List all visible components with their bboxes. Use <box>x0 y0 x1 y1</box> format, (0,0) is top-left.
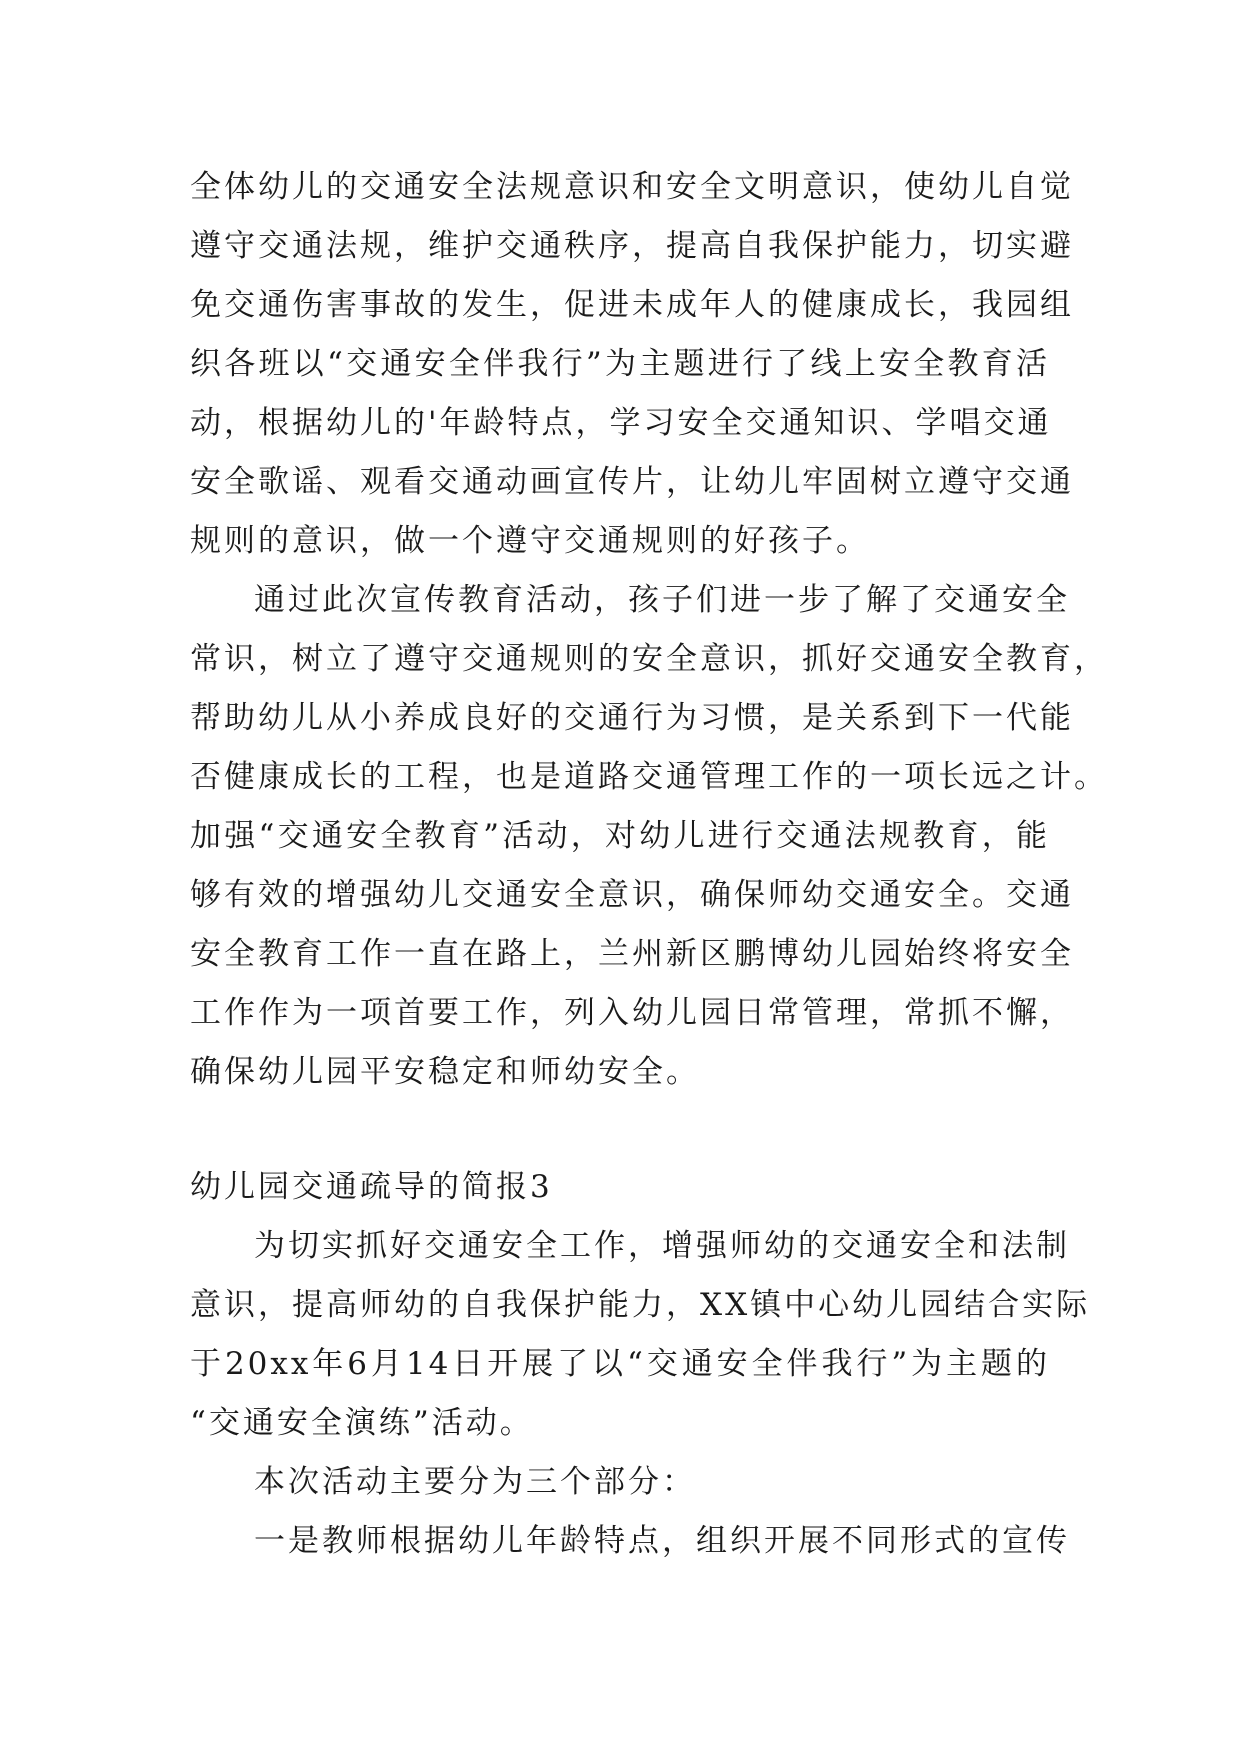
paragraph-1 <box>190 158 1074 571</box>
text-line: 一是教师根据幼儿年龄特点，组织开展不同形式的宣传 <box>254 1523 1070 1559</box>
text-line: “交通安全演练”活动。 <box>190 1405 534 1441</box>
text-line: 够有效的增强幼儿交通安全意识，确保师幼交通安全。交通 <box>190 877 1074 913</box>
document-body <box>190 158 1108 1571</box>
text-line: 织各班以“交通安全伴我行”为主题进行了线上安全教育活 <box>190 346 1050 382</box>
text-line: 帮助幼儿从小养成良好的交通行为习惯，是关系到下一代能 <box>190 700 1074 736</box>
text-line: 为切实抓好交通安全工作，增强师幼的交通安全和法制 <box>254 1228 1070 1264</box>
paragraph-5 <box>190 1512 1070 1571</box>
text-line: 免交通伤害事故的发生，促进未成年人的健康成长，我园组 <box>190 287 1074 323</box>
text-line: 确保幼儿园平安稳定和师幼安全。 <box>190 1054 700 1090</box>
paragraph-4 <box>190 1453 1050 1512</box>
paragraph-3 <box>190 1217 1091 1453</box>
text-line: 工作作为一项首要工作，列入幼儿园日常管理，常抓不懈， <box>190 995 1074 1031</box>
text-line: 动，根据幼儿的'年龄特点，学习安全交通知识、学唱交通 <box>190 405 1052 441</box>
text-line: 意识，提高师幼的自我保护能力，XX镇中心幼儿园结合实际 <box>190 1287 1091 1323</box>
text-line: 安全教育工作一直在路上，兰州新区鹏博幼儿园始终将安全 <box>190 936 1074 972</box>
text-line: 通过此次宣传教育活动，孩子们进一步了解了交通安全 <box>254 582 1070 618</box>
paragraph-2 <box>190 571 1108 1102</box>
section-heading: 幼儿园交通疏导的简报3 <box>190 1169 553 1205</box>
text-line: 全体幼儿的交通安全法规意识和安全文明意识，使幼儿自觉 <box>190 169 1074 205</box>
text-line: 否健康成长的工程，也是道路交通管理工作的一项长远之计。 <box>190 759 1108 795</box>
text-line: 本次活动主要分为三个部分： <box>254 1464 696 1500</box>
text-line: 遵守交通法规，维护交通秩序，提高自我保护能力，切实避 <box>190 228 1074 264</box>
text-line: 于20xx年6月14日开展了以“交通安全伴我行”为主题的 <box>190 1346 1050 1382</box>
text-line: 常识，树立了遵守交通规则的安全意识，抓好交通安全教育， <box>190 641 1108 677</box>
text-line: 加强“交通安全教育”活动，对幼儿进行交通法规教育，能 <box>190 818 1050 854</box>
text-line: 安全歌谣、观看交通动画宣传片，让幼儿牢固树立遵守交通 <box>190 464 1074 500</box>
text-line: 规则的意识，做一个遵守交通规则的好孩子。 <box>190 523 870 559</box>
